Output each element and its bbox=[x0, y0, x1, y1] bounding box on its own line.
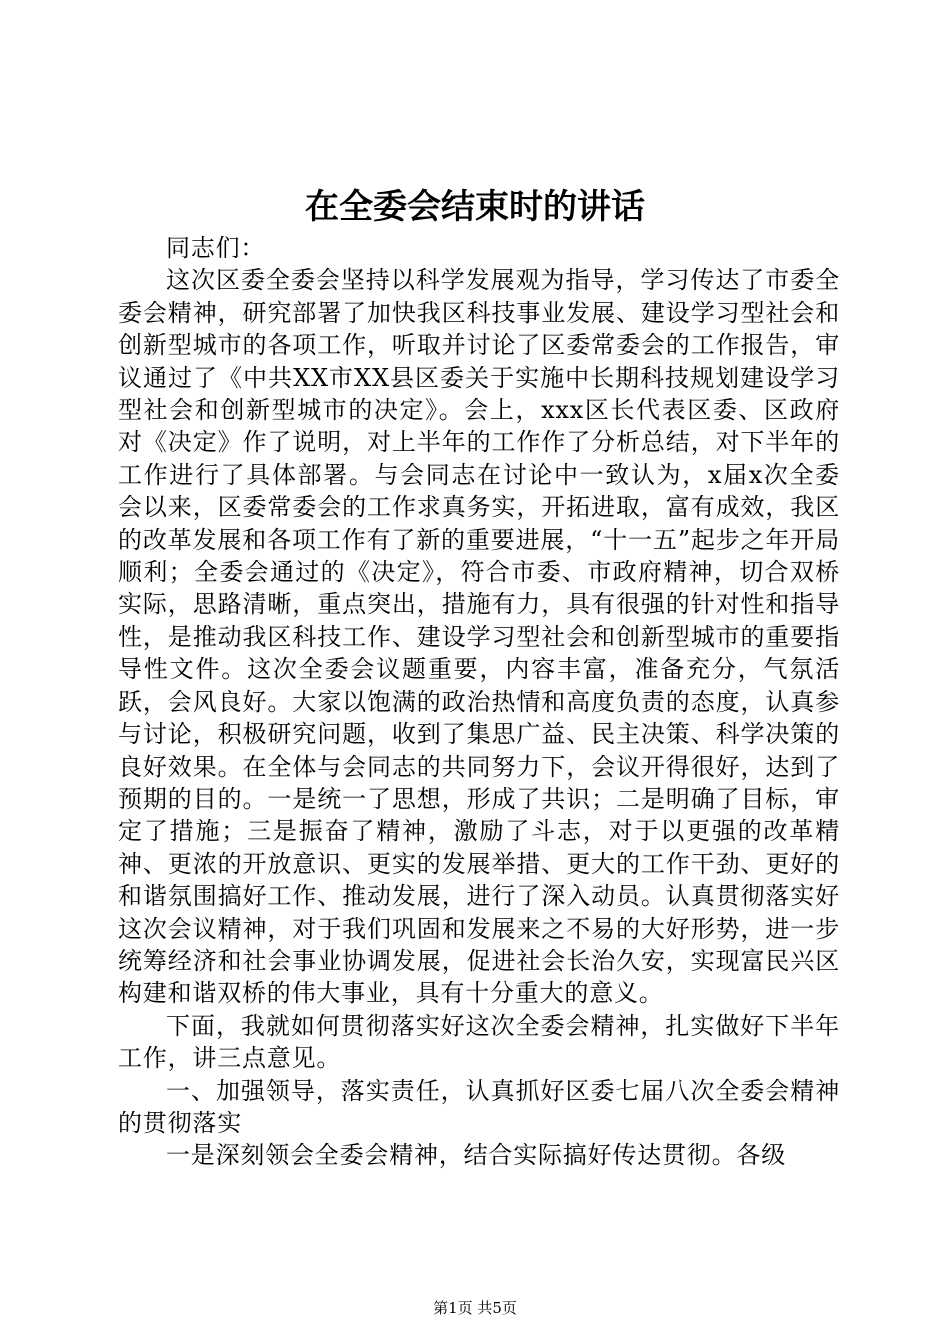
salutation-paragraph: 同志们： bbox=[166, 234, 266, 262]
body-paragraph-intro: 下面，我就如何贯彻落实好这次全委会精神，扎实做好下半年工作，讲三点意见。 bbox=[118, 1011, 840, 1073]
section-heading-1: 一、加强领导，落实责任，认真抓好区委七届八次全委会精神的贯彻落实 bbox=[118, 1076, 840, 1137]
body-paragraph-summary: 这次区委全委会坚持以科学发展观为指导，学习传达了市委全委会精神，研究部署了加快我区科技事业发展、建设学习型社会和创新型城市的各项工作，听取并讨论了区委常委会的工作报告，审议通过了《中共XX市XX县区委关于实施中长期科技规划建设学习型社会和创新型城市的决定》。会上，xxx区长代表区委、区政府对《决定》作了说明，对上半年的工作作了分析总结，对下半年的工作进行了具体部署。与会同志在讨论中一致认为，x届x次全委会以来，区委常委会的工作求真务实，开拓进取，富有成效，我区的改革发展和各项工作有了新的重要进展，“十一五”起步之年开局顺利；全委会通过的《决定》，符合市委、市政府精神，切合双桥实际，思路清晰，重点突出，措施有力，具有很强的针对性和指导性，是推动我区科技工作、建设学习型社会和创新型城市的重要指导性文件。这次全委会议题重要，内容丰富，准备充分，气氛活跃，会风良好。大家以饱满的政治热情和高度负责的态度，认真参与讨论，积极研究问题，收到了集思广益、民主决策、科学决策的良好效果。在全体与会同志的共同努力下，会议开得很好，达到了预期的目的。一是统一了思想，形成了共识；二是明确了目标，审定了措施；三是振奋了精神，激励了斗志，对于以更强的改革精神、更浓的开放意识、更实的发展举措、更大的工作干劲、更好的和谐氛围搞好工作、推动发展，进行了深入动员。认真贯彻落实好这次会议精神，对于我们巩固和发展来之不易的大好形势，进一步统筹经济和社会事业协调发展，促进社会长治久安，实现富民兴区构建和谐双桥的伟大事业，具有十分重大的意义。 bbox=[118, 266, 840, 1008]
document-body bbox=[118, 232, 840, 1172]
document-title: 在全委会结束时的讲话 bbox=[305, 187, 645, 227]
page-footer: 第1页 共5页 bbox=[433, 1299, 517, 1317]
body-paragraph-point-1: 一是深刻领会全委会精神，结合实际搞好传达贯彻。各级 bbox=[166, 1141, 786, 1170]
